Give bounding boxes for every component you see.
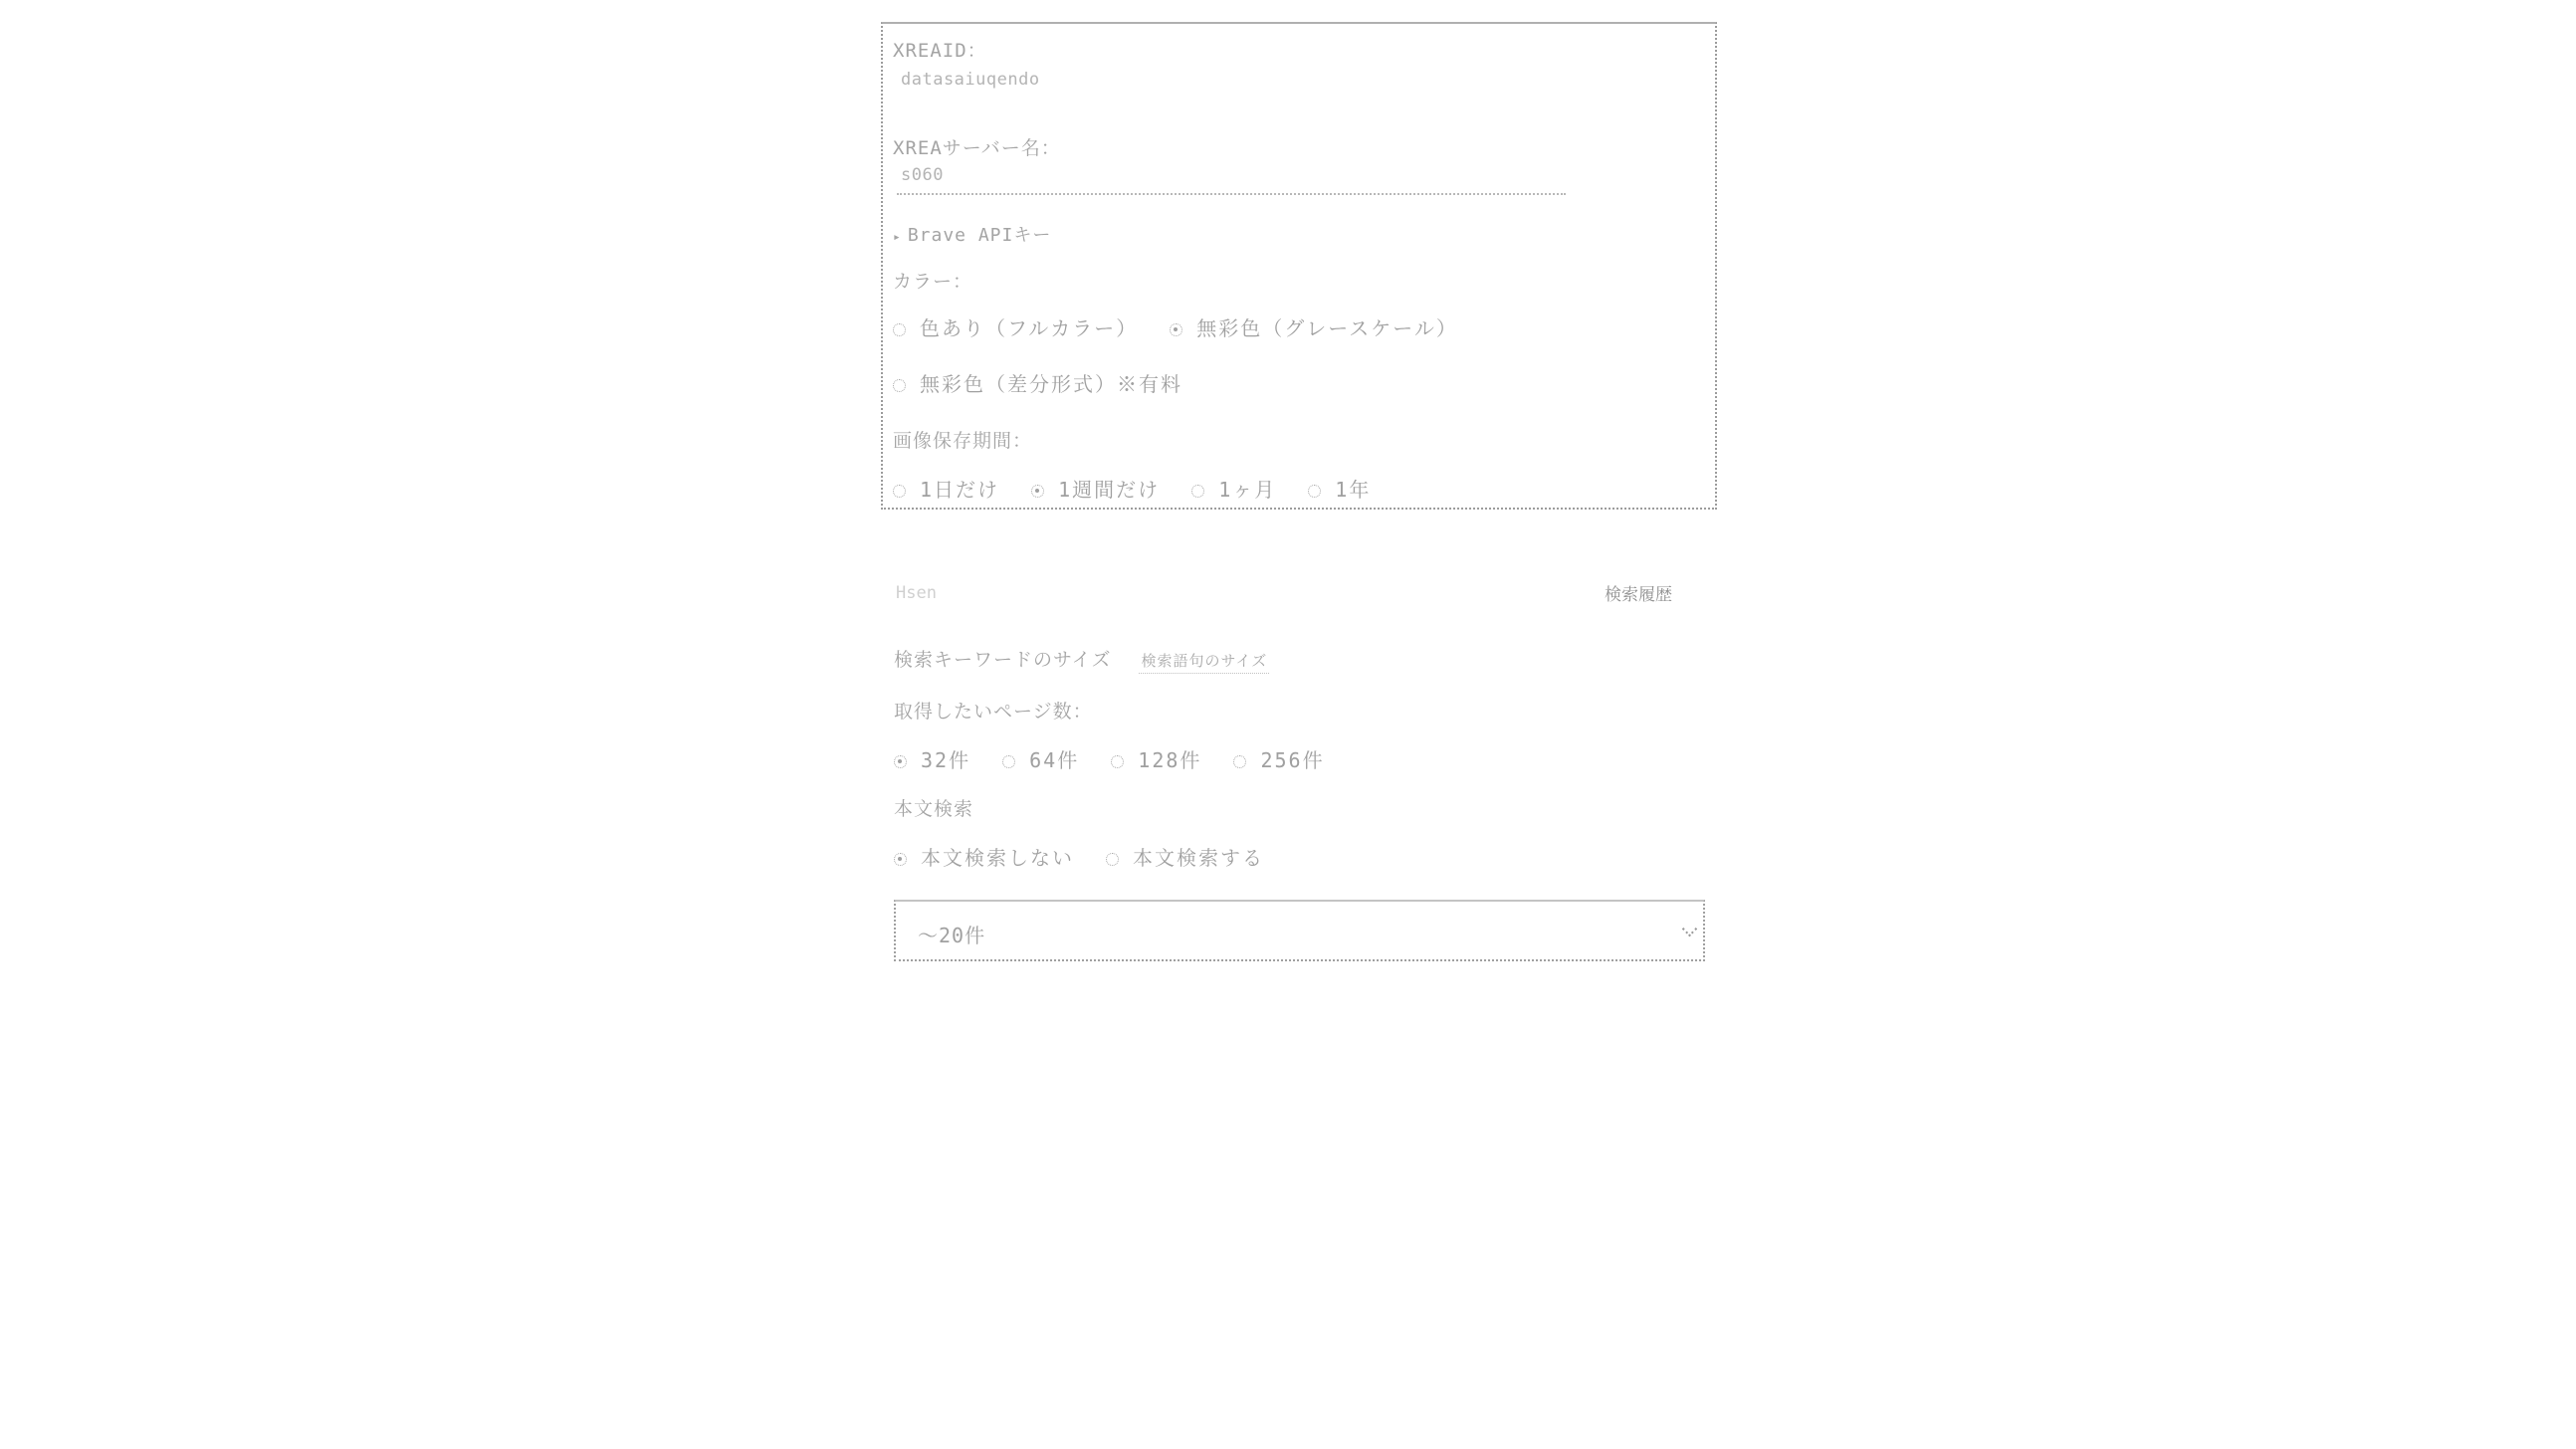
color-options-row-1: [893, 312, 1476, 341]
retention-option-label: 1ヶ月: [1218, 478, 1277, 502]
chevron-down-icon: [1682, 922, 1698, 937]
radio-button[interactable]: [1106, 853, 1119, 866]
result-count-value: 〜20件: [918, 924, 986, 947]
radio-button[interactable]: [893, 323, 906, 336]
color-options-row-2: [893, 368, 1200, 397]
pages-options: [894, 744, 1343, 773]
color-option-label: 無彩色（差分形式）※有料: [920, 372, 1182, 396]
retention-option-1year[interactable]: [1308, 474, 1371, 503]
search-input[interactable]: [896, 577, 1194, 609]
pages-option-32[interactable]: [894, 744, 970, 773]
xrea-server-value[interactable]: s060: [901, 165, 944, 185]
fulltext-options: [894, 842, 1282, 871]
pages-option-256[interactable]: [1233, 744, 1324, 773]
radio-button[interactable]: [893, 485, 906, 498]
color-label: カラー：: [893, 271, 973, 293]
color-option-label: 無彩色（グレースケール）: [1196, 316, 1458, 340]
radio-button[interactable]: [1111, 755, 1124, 768]
radio-button[interactable]: [1308, 485, 1321, 498]
brave-api-toggle[interactable]: [893, 221, 1051, 247]
pages-option-64[interactable]: [1002, 744, 1079, 773]
disclosure-triangle-icon: ▸: [893, 230, 902, 245]
keyword-size-row: [894, 645, 1269, 674]
pages-option-label: 64件: [1029, 748, 1080, 772]
radio-button-selected[interactable]: [894, 853, 907, 866]
color-option-grayscale[interactable]: [1170, 312, 1458, 341]
radio-button-selected[interactable]: [894, 755, 907, 768]
retention-option-label: 1年: [1335, 478, 1372, 502]
pages-option-label: 128件: [1138, 748, 1202, 772]
search-history-button[interactable]: 検索履歴: [1605, 580, 1672, 605]
retention-option-1month[interactable]: [1191, 474, 1276, 503]
retention-option-label: 1日だけ: [920, 478, 1000, 502]
pages-option-label: 256件: [1260, 748, 1325, 772]
retention-option-1day[interactable]: [893, 474, 999, 503]
brave-api-summary: Brave APIキー: [907, 225, 1052, 246]
xrea-server-underline: [897, 193, 1566, 195]
retention-label: 画像保存期間：: [893, 430, 1033, 452]
fulltext-option-off[interactable]: [894, 842, 1074, 871]
retention-options: [893, 474, 1389, 503]
retention-option-1week[interactable]: [1031, 474, 1160, 503]
radio-button-selected[interactable]: [1031, 485, 1044, 498]
radio-button[interactable]: [1233, 755, 1246, 768]
color-option-diff[interactable]: [893, 368, 1182, 397]
xrea-server-label: XREAサーバー名：: [893, 137, 1061, 159]
radio-button-selected[interactable]: [1170, 323, 1182, 336]
keyword-size-chip[interactable]: 検索語句のサイズ: [1139, 650, 1269, 674]
fulltext-label: 本文検索: [894, 798, 974, 820]
xrea-id-label: XREAID：: [893, 40, 987, 62]
pages-option-128[interactable]: [1111, 744, 1201, 773]
fulltext-option-on[interactable]: [1106, 842, 1264, 871]
fulltext-option-label: 本文検索する: [1133, 846, 1265, 870]
radio-button[interactable]: [1191, 485, 1204, 498]
pages-option-label: 32件: [921, 748, 971, 772]
result-count-select[interactable]: [894, 900, 1705, 961]
color-option-label: 色あり（フルカラー）: [920, 316, 1139, 340]
color-option-full[interactable]: [893, 312, 1138, 341]
radio-button[interactable]: [1002, 755, 1015, 768]
retention-option-label: 1週間だけ: [1058, 478, 1161, 502]
fulltext-option-label: 本文検索しない: [921, 846, 1074, 870]
xrea-id-value[interactable]: datasaiuqendo: [901, 70, 1040, 90]
settings-panel: [881, 22, 1717, 510]
pages-label: 取得したいページ数：: [894, 701, 1093, 723]
keyword-size-label: 検索キーワードのサイズ: [894, 649, 1112, 671]
radio-button[interactable]: [893, 379, 906, 392]
